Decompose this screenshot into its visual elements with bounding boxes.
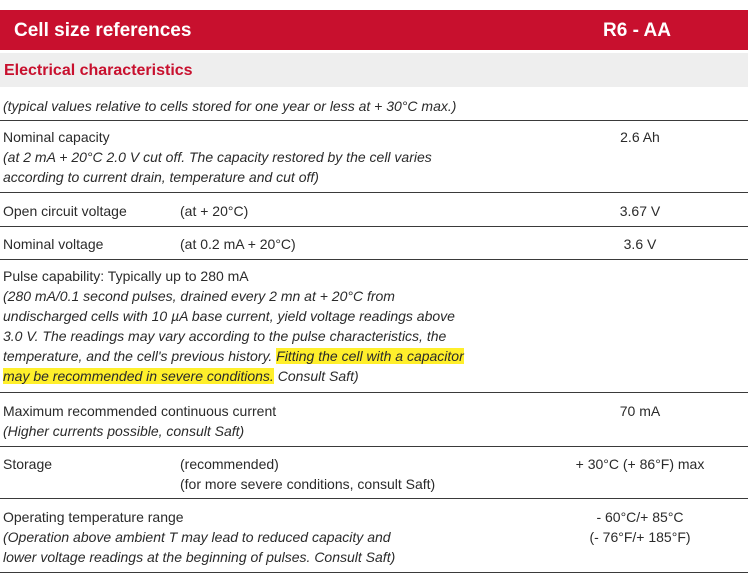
divider: [0, 120, 748, 121]
row-condition: (for more severe conditions, consult Saft): [180, 476, 436, 492]
row-note: lower voltage readings at the beginning of pulses. Consult Saft): [3, 549, 396, 565]
row-condition: (at 0.2 mA + 20°C): [180, 236, 296, 252]
highlighted-text: may be recommended in severe conditions.: [3, 368, 274, 384]
row-label: Nominal capacity: [3, 129, 110, 145]
section-heading: [0, 53, 748, 87]
row-condition: (recommended): [180, 456, 279, 472]
row-condition: (at + 20°C): [180, 203, 249, 219]
row-note: (Operation above ambient T may lead to reduced capacity and: [3, 529, 391, 545]
row-value: 3.67 V: [619, 203, 661, 219]
row-value: 2.6 Ah: [620, 129, 660, 145]
row-note: 3.0 V. The readings may vary according to the pulse characteristics, the: [3, 328, 447, 344]
note-text: temperature, and the cell's previous history.: [3, 348, 277, 364]
row-note: [3, 346, 464, 366]
row-note: (280 mA/0.1 second pulses, drained every 2 mn at + 20°C from: [3, 288, 395, 304]
row-note: undischarged cells with 10 µA base current, yield voltage readings above: [3, 308, 455, 324]
divider: [0, 446, 748, 447]
highlighted-text: Fitting the cell with a capacitor: [276, 348, 464, 364]
row-label: Nominal voltage: [3, 236, 104, 252]
row-label: Operating temperature range: [3, 509, 184, 525]
divider: [0, 226, 748, 227]
row-label: Storage: [3, 456, 53, 472]
row-note: (at 2 mA + 20°C 2.0 V cut off. The capacity restored by the cell varies: [3, 149, 432, 165]
note-text: Consult Saft): [273, 368, 359, 384]
section-title: Electrical characteristics: [4, 62, 193, 79]
divider: [0, 572, 748, 573]
divider: [0, 192, 748, 193]
row-label: Pulse capability: Typically up to 280 mA: [3, 268, 249, 284]
cell-size-header: [0, 10, 748, 50]
top-margin: [0, 0, 748, 10]
row-value: (- 76°F/+ 185°F): [589, 529, 691, 545]
cell-model: R6 - AA: [603, 20, 671, 41]
row-value: 3.6 V: [623, 236, 657, 252]
row-label: Maximum recommended continuous current: [3, 403, 277, 419]
row-note: according to current drain, temperature and cut off): [3, 169, 319, 185]
row-label: Open circuit voltage: [3, 203, 127, 219]
header-title: Cell size references: [14, 20, 192, 41]
row-value: + 30°C (+ 86°F) max: [575, 456, 705, 472]
row-note: (Higher currents possible, consult Saft): [3, 423, 245, 439]
divider: [0, 259, 748, 260]
divider: [0, 498, 748, 499]
row-note: [3, 366, 359, 386]
intro-note: (typical values relative to cells stored for one year or less at + 30°C max.): [3, 98, 457, 114]
divider: [0, 392, 748, 393]
row-value: - 60°C/+ 85°C: [596, 509, 684, 525]
row-value: 70 mA: [619, 403, 661, 419]
